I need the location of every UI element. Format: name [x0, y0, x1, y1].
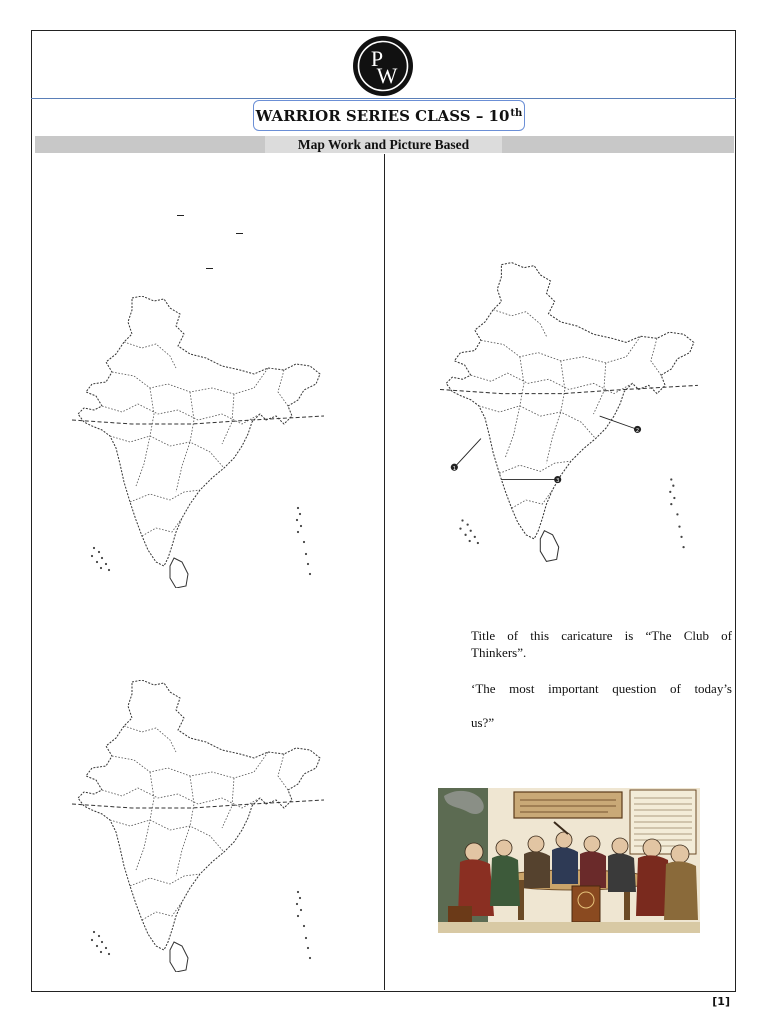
blank-dash: [177, 215, 184, 216]
header-divider: [31, 98, 736, 99]
marker-1-leader: [456, 439, 481, 466]
caption-line-3: ‘The most important question of today’s: [471, 681, 732, 696]
series-title-text: WARRIOR SERIES CLASS – 10: [255, 106, 510, 125]
caption-line-2: Thinkers”.: [471, 645, 527, 660]
marker-2-label: 2: [635, 427, 640, 434]
blank-dash: [206, 268, 213, 269]
marker-3-label: 3: [556, 478, 560, 485]
blank-dash: [236, 233, 243, 234]
column-divider: [384, 154, 385, 990]
svg-text:P: P: [370, 46, 384, 71]
marker-1-label: 1: [452, 465, 456, 472]
series-title: [253, 100, 525, 131]
section-subtitle: Map Work and Picture Based: [265, 136, 502, 153]
india-marked-map: [440, 262, 702, 562]
caption-line-1: Title of this caricature is “The Club of: [471, 628, 732, 643]
series-title-superscript: th: [510, 108, 523, 119]
page-number: [1]: [712, 995, 730, 1008]
marker-2-leader: [600, 416, 635, 428]
svg-text:W: W: [376, 63, 398, 88]
india-outline-map-1: [72, 296, 328, 588]
club-of-thinkers-caricature: [438, 788, 700, 933]
caption-line-4: us?”: [471, 715, 495, 730]
pw-logo: [352, 35, 414, 97]
india-outline-map-2: [72, 680, 328, 972]
